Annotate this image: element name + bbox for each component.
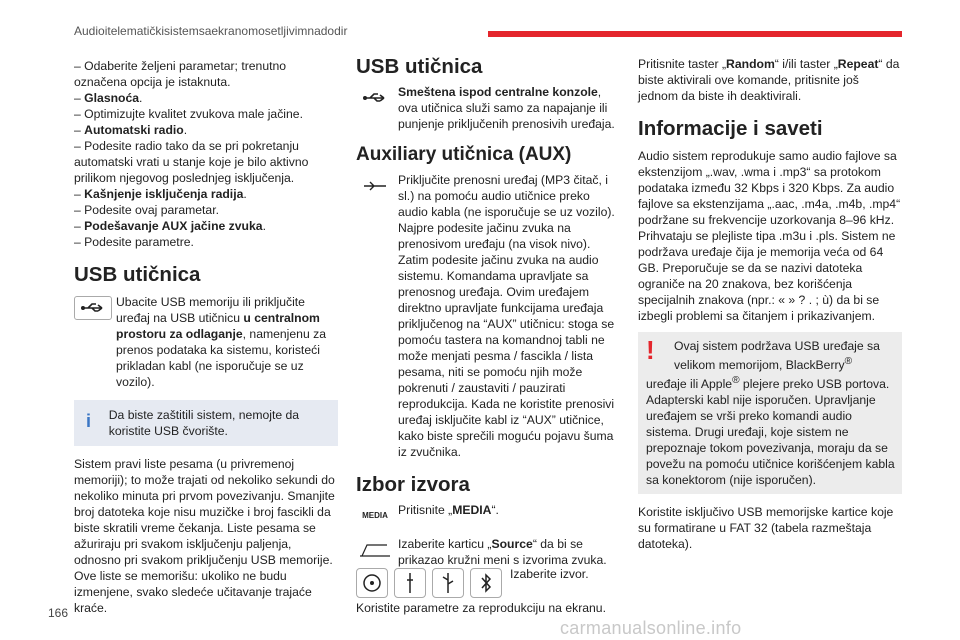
list-item: – Podesite parametre.	[74, 235, 194, 249]
source-icons	[356, 566, 502, 598]
column-3	[638, 56, 902, 552]
list-item: – Odaberite željeni parametar; trenutno označena opcija je istaknuta.	[74, 59, 287, 89]
aux-jack-icon	[356, 174, 394, 198]
running-header: Audioitelematičkisistemsaekranomosetljivimnadodir	[74, 24, 348, 38]
warning-box: ! Ovaj sistem podržava USB uređaje sa velikom memorijom, BlackBerry® uređaje ili Apple® plejere preko USB portova. Adapterski kabl nije isporučen. Upravljanje uređajem se vrši preko komandi audio sistema. Drugi uređaji, koje sistem ne prepoznaje tokom povezivanja, moraju da se povežu na pomoću utičnice korišćenjem kabla sa konektorom (nije isporučen).	[638, 332, 902, 494]
jack-icon	[394, 568, 426, 598]
usb-source-icon	[432, 568, 464, 598]
paragraph: Sistem pravi liste pesama (u privremenoj memoriji); to može trajati od nekoliko sekundi do nekoliko minuta pri prvom povezivanju. Smanjite broj datoteka koje nisu muzičke i broj fascikli da biste skratili vreme čekanja. Liste pesama se ažuriraju pri svakom isključenju paljenja, odnosno pri svakom priključenju USB memorije. Ove liste se memorišu: ukoliko ne budu izmenjene, svako sledeće učitavanje trajaće kraće.	[74, 457, 335, 615]
column-2: USB utičnica Smeštena ispod centralne konzole, ova utičnica služi samo za napajanje ili punjenje priključenih prenosivih uređaja. Auxiliary utičnica (AUX) Priključite prenosni uređaj (MP3 čitač, i sl.) na pomoću audio utičnice preko audio kabla (ne isporučuje se uz vozilo). Najpre podesite jačinu zvuka na prenosivom uređaju (na visok nivo). Zatim podesite jačinu zvuka na audio sistemu. Komandama upravljate sa prenosnog uređaja. Ovim uređajem direktno upravljate funkcijama uređaja priključenog na “AUX” utičnicu: stoga se pomoću tastera na komandnoj tabli ne može menjati pesma / fascikla / lista pesama, niti se pomoću njih može pokrenuti / zaustaviti / pauzirati reprodukcija. Kada ne koristite prenosivi uređaj isključite kabl iz “AUX” utičnice, kako biste sprečili moguću pojavu šuma iz zvučnika. Izbor izvora MEDIA Pritisnite „MEDIA“. Izaberite karticu „Source“ da bi se prikazao kružni meni s izvorima zvuka. Izaberite izvor. Koristite parametre za reprodukciju na ekranu.	[356, 54, 620, 616]
list-item: – Podesite radio tako da se pri pokretanju automatski vrati u stanje koje je bilo aktivno prilikom njegovog poslednjeg isključenja.	[74, 139, 309, 185]
info-icon: i	[86, 411, 92, 431]
list-item: – Kašnjenje isključenja radija.	[74, 187, 247, 201]
paragraph: Audio sistem reprodukuje samo audio fajlove sa ekstenzijom „.wav, .wma i .mp3“ sa protokom podataka između 32 Kbps i 320 Kbps. Za audio fajlove sa ekstenzijama „.aac, .m4a, .m4b, .mp4“ podržane su frekvencije uzorkovanja 8–96 kHz. Prihvataju se plejliste tipa .m3u i .pls. Sistem ne podržava uređaje čija je memorija veća od 64 GB. Preporučuje se da se nazivi datoteka ograniče na 20 znakova, bez korišćenja specijalnih znakova (npr.: « » ? . ; ù) da bi se izbegli problemi sa čitanjem i prikazivanjem.	[638, 149, 901, 323]
list-item: – Automatski radio.	[74, 123, 188, 137]
column-1	[74, 58, 338, 616]
warning-icon: !	[646, 335, 655, 365]
section-title-source: Izbor izvora	[356, 473, 470, 496]
paragraph: Koristite isključivo USB memorijske kartice koje su formatirane u FAT 32 (tabela razmeštaja datoteka).	[638, 505, 894, 552]
list-item: – Optimizujte kvalitet zvukova male jačine.	[74, 107, 303, 121]
disc-icon	[356, 568, 388, 598]
section-title-usb: USB utičnica	[74, 263, 201, 286]
section-title-usb-2: USB utičnica	[356, 55, 483, 78]
page-number: 166	[48, 606, 69, 620]
section-title-info: Informacije i saveti	[638, 117, 823, 140]
footer-watermark: carmanualsonline.info	[560, 618, 742, 638]
list-item: – Podešavanje AUX jačine zvuka.	[74, 219, 266, 233]
media-icon: MEDIA	[362, 511, 388, 520]
usb-instruction: Ubacite USB memoriju ili priključite uređaj na USB utičnicu u centralnom prostoru za odlaganje, namenjenu za prenos podataka ka sistemu, koristeći prikladan kabl (ne isporučuje se uz vozilo).	[74, 294, 338, 390]
usb-icon	[74, 296, 112, 320]
paragraph: Pritisnite taster „Random“ i/ili taster „Repeat“ da biste aktivirali ove komande, pritisnite još jednom da biste ih deaktivirali.	[638, 57, 900, 103]
usb-icon	[356, 86, 394, 110]
section-title-aux: Auxiliary utičnica (AUX)	[356, 144, 572, 165]
source-tab-icon	[356, 538, 394, 562]
header-accent-bar	[488, 31, 902, 37]
list-item: – Glasnoća.	[74, 91, 143, 105]
info-box: i Da biste zaštitili sistem, nemojte da koristite USB čvorište.	[74, 400, 338, 446]
bluetooth-icon	[470, 568, 502, 598]
list-item: – Podesite ovaj parametar.	[74, 203, 219, 217]
